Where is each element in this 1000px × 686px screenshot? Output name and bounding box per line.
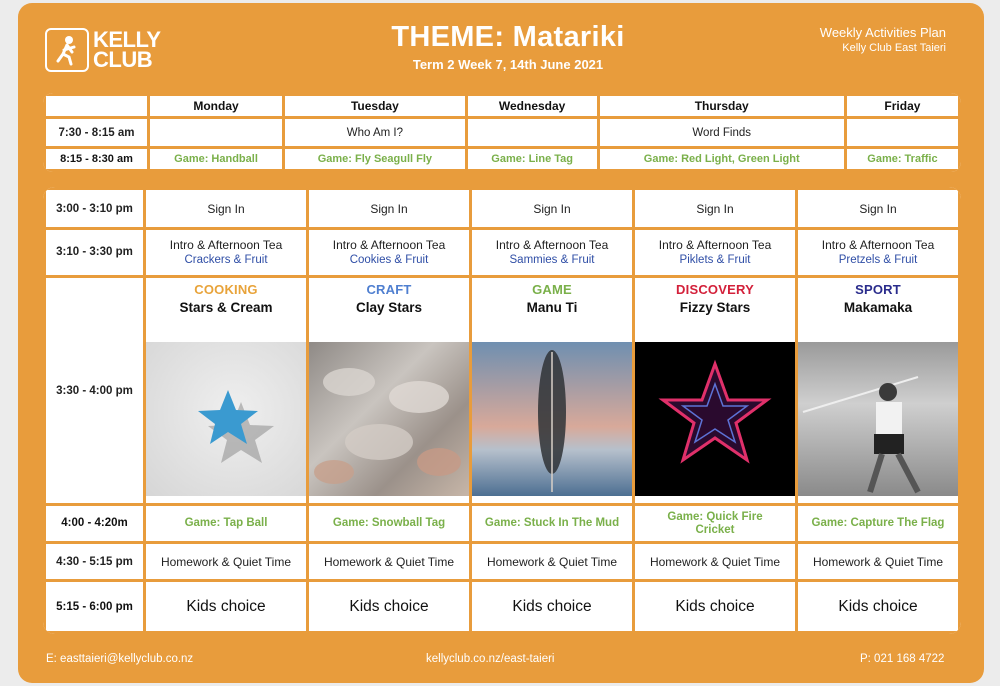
table-row (45, 189, 960, 229)
signin-cell: Sign In (308, 189, 471, 229)
footer-email: E: easttaieri@kellyclub.co.nz (46, 653, 194, 665)
activity-name: Clay Stars (355, 300, 423, 315)
morning-activity (845, 118, 959, 148)
time-label: 8:15 - 8:30 am (45, 148, 149, 171)
intro-label: Intro & Afternoon Tea (332, 237, 446, 252)
table-row (45, 543, 960, 581)
table-row (45, 505, 960, 543)
activity-cell-craft (308, 277, 471, 505)
morning-activity: Who Am I? (284, 118, 467, 148)
activity-cell-cooking (145, 277, 308, 505)
day-header: Friday (845, 95, 959, 118)
afternoon-game: Game: Tap Ball (145, 505, 308, 543)
page-subtitle: Term 2 Week 7, 14th June 2021 (412, 57, 604, 72)
intro-food: Pretzels & Fruit (838, 253, 918, 266)
time-label: 5:15 - 6:00 pm (45, 581, 145, 633)
activity-name: Manu Ti (526, 300, 578, 315)
afternoon-schedule-table (43, 187, 961, 634)
intro-cell (471, 229, 634, 277)
intro-label: Intro & Afternoon Tea (169, 237, 283, 252)
intro-cell (797, 229, 960, 277)
plan-location: Kelly Club East Taieri (842, 42, 946, 54)
morning-game: Game: Line Tag (466, 148, 598, 171)
intro-food: Cookies & Fruit (349, 253, 429, 266)
day-header: Monday (149, 95, 284, 118)
signin-cell: Sign In (145, 189, 308, 229)
logo-text-club: CLUB (93, 47, 153, 72)
homework-cell: Homework & Quiet Time (145, 543, 308, 581)
homework-cell: Homework & Quiet Time (308, 543, 471, 581)
activities-plan-sheet (18, 3, 984, 683)
morning-activity (149, 118, 284, 148)
signin-cell: Sign In (634, 189, 797, 229)
morning-schedule-table (43, 93, 961, 172)
intro-food: Sammies & Fruit (509, 253, 595, 266)
activity-category: SPORT (855, 282, 901, 297)
morning-activity: Word Finds (598, 118, 845, 148)
neon-star-image (635, 342, 795, 496)
activity-name: Stars & Cream (179, 300, 273, 315)
intro-food: Piklets & Fruit (679, 253, 751, 266)
time-label-text: 3:30 - 4:00 pm (56, 384, 133, 397)
day-header: Thursday (598, 95, 845, 118)
table-row (45, 581, 960, 633)
feather-sunset-image (472, 342, 632, 496)
day-header-row (45, 95, 960, 118)
afternoon-game: Game: Stuck In The Mud (471, 505, 634, 543)
blue-star-cookie-image (146, 342, 306, 496)
activity-cell-sport (797, 277, 960, 505)
morning-activity (466, 118, 598, 148)
activity-category: CRAFT (366, 282, 412, 297)
morning-game: Game: Fly Seagull Fly (284, 148, 467, 171)
intro-cell (145, 229, 308, 277)
time-label: 3:00 - 3:10 pm (45, 189, 145, 229)
activity-category: COOKING (194, 282, 258, 297)
time-label: 4:00 - 4:20m (45, 505, 145, 543)
kids-choice-cell: Kids choice (797, 581, 960, 633)
time-label: 4:30 - 5:15 pm (45, 543, 145, 581)
kelly-club-logo (45, 28, 161, 72)
kids-choice-cell: Kids choice (145, 581, 308, 633)
homework-cell: Homework & Quiet Time (634, 543, 797, 581)
morning-game: Game: Handball (149, 148, 284, 171)
afternoon-game: Game: Capture The Flag (797, 505, 960, 543)
homework-cell: Homework & Quiet Time (797, 543, 960, 581)
afternoon-game: Game: Quick Fire Cricket (634, 505, 797, 543)
page-title: THEME: Matariki (391, 21, 625, 53)
activity-name: Makamaka (843, 300, 913, 315)
time-label: 3:10 - 3:30 pm (45, 229, 145, 277)
plan-title: Weekly Activities Plan (819, 25, 946, 40)
clay-hands-image (309, 342, 469, 496)
time-label (45, 277, 145, 505)
afternoon-game: Game: Snowball Tag (308, 505, 471, 543)
child-figure-icon (45, 28, 89, 72)
kids-choice-cell: Kids choice (634, 581, 797, 633)
intro-label: Intro & Afternoon Tea (658, 237, 772, 252)
logo-text-kelly: KELLY (93, 27, 161, 52)
intro-food: Crackers & Fruit (184, 253, 268, 266)
intro-label: Intro & Afternoon Tea (821, 237, 935, 252)
kids-choice-cell: Kids choice (308, 581, 471, 633)
intro-cell (634, 229, 797, 277)
morning-game: Game: Traffic (845, 148, 959, 171)
intro-label: Intro & Afternoon Tea (495, 237, 609, 252)
corner-cell (45, 95, 149, 118)
activity-cell-discovery (634, 277, 797, 505)
javelin-thrower-image (798, 342, 958, 496)
activity-category: GAME (532, 282, 572, 297)
activity-category: DISCOVERY (676, 282, 754, 297)
morning-game: Game: Red Light, Green Light (598, 148, 845, 171)
table-row (45, 277, 960, 505)
activity-name: Fizzy Stars (679, 300, 751, 315)
kids-choice-cell: Kids choice (471, 581, 634, 633)
day-header: Tuesday (284, 95, 467, 118)
signin-cell: Sign In (797, 189, 960, 229)
table-row (45, 229, 960, 277)
footer-phone: P: 021 168 4722 (860, 653, 945, 665)
day-header: Wednesday (466, 95, 598, 118)
homework-cell: Homework & Quiet Time (471, 543, 634, 581)
table-row (45, 118, 960, 148)
time-label: 7:30 - 8:15 am (45, 118, 149, 148)
activity-cell-game (471, 277, 634, 505)
signin-cell: Sign In (471, 189, 634, 229)
intro-cell (308, 229, 471, 277)
footer-website: kellyclub.co.nz/east-taieri (426, 653, 555, 665)
table-row (45, 148, 960, 171)
